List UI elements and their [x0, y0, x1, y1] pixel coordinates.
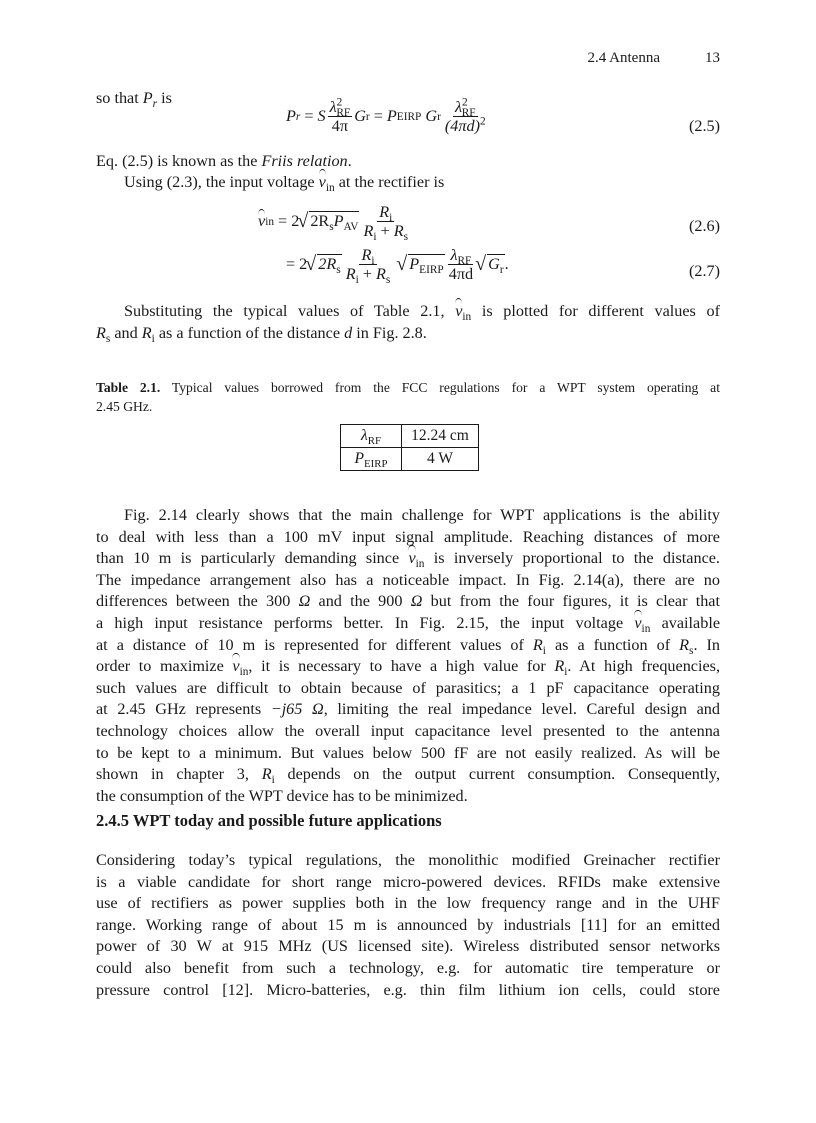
equation-2-7: = 2 √ $2R_s$ $\frac{R_i}{R_i + R_s}$ √ $P_{EIRP}$ $\frac{\lambda_{RF}}{4\pi d}$ √ $G_r$ . [286, 246, 509, 283]
applications-paragraph: Considering today’s typical regulations, the monolithic modified Greinacher rectifier is a viable candidate for short range micro-powered devices. RFIDs make extensive use of rectifiers as power supplies both in the low frequency range and in the UHF range. Working range of about 15 m is announced by industrials [11] for an emitted power of 30 W at 915 MHz (US licensed site). Wireless distributed sensor networks could also benefit from such a technology, e.g. for automatic tire temperature or pressure control [12]. Micro-batteries, e.g. thin film lithium ion cells, could store [96, 851, 720, 999]
friis-paragraph: Eq. (2.5) is known as the Friis relation. [96, 152, 352, 170]
sqrt-gr: √ $G_r$ [477, 255, 504, 274]
table-caption: Table 2.1. Typical values borrowed from the FCC regulations for a WPT system operating at 2.45 GHz. [96, 380, 720, 414]
equation-2-5: P r = S $\frac{\lambda^2_{RF}}{4\pi}$ G r = P EIRP G r $\frac{\lambda^2_{RF}}{(4\pi d)^2}$ [286, 96, 486, 135]
table-row: $\lambda_{RF}$ 12.24 cm [341, 425, 479, 448]
using-paragraph: Using (2.3), the input voltage $v_{in}$ at the rectifier is [124, 173, 445, 195]
fraction-ri-over-ri-rs: $\frac{R_i}{R_i + R_s}$ [363, 203, 409, 244]
table-2-1 [340, 424, 479, 471]
fraction-lambda-over-4pi: $\frac{\lambda^2_{RF}}{4\pi}$ [329, 96, 351, 135]
main-paragraph: Fig. 2.14 clearly shows that the main challenge for WPT applications is the ability to deal with less than a 100 mV input signal amplitude. Reaching distances of more than 10 m is particularly demanding since $v_{in}$ is inversely proportional to the distance. The impedance arrangement also has a noticeable impact. In Fig. 2.14(a), there are no differences between the 300 Ω and the 900 Ω but from the four figures, it is clear that a high input resistance performs better. In Fig. 2.15, the input voltage $v_{in}$ available at a distance of 10 m is represented for different values of $R_i$ as a function of $R_s$. In order to maximize $v_{in}$, it is necessary to have a high value for $R_i$. At high frequencies, such values are difficult to obtain because of parasitics; a 1 pF capacitance operating at 2.45 GHz represents −j65 Ω, limiting the real impedance level. Careful design and technology choices allow the overall input capacitance level presented to the antenna to be kept to a minimum. But values below 500 fF are not easily realized. As will be shown in chapter 3, $R_i$ depends on the output current consumption. Consequently, the consumption of the WPT device has to be minimized. [96, 506, 721, 805]
header-section: 2.4 Antenna [587, 50, 660, 66]
sqrt-peirp: √ $P_{EIRP}$ [398, 255, 444, 274]
equation-2-6: v in = 2 √ $2R_sP_{AV}$ $\frac{R_i}{R_i + R_s}$ [258, 203, 412, 240]
fraction-ri-over-ri-rs-2: $\frac{R_i}{R_i + R_s}$ [345, 246, 391, 287]
table-row: $P_{EIRP}$ 4 W [341, 448, 479, 471]
fraction-lambda-over-4pid-2: $\frac{\lambda_{RF}}{4\pi d}$ [448, 246, 474, 283]
values-table [340, 424, 479, 471]
equation-number-2-7: (2.7) [688, 262, 720, 280]
sqrt-2rs-pav: √ $2R_sP_{AV}$ [299, 212, 359, 231]
equation-number-2-5: (2.5) [688, 117, 720, 135]
equation-number-2-6: (2.6) [688, 217, 720, 235]
page-number: 13 [705, 50, 720, 66]
sqrt-2rs: √ $2R_s$ [307, 255, 341, 274]
substituting-paragraph: Substituting the typical values of Table 2.1, $v_{in}$ is plotted for different values of $R_s$ and $R_i$ as a function of the distance d in Fig. 2.8. [96, 302, 720, 345]
section-heading: 2.4.5 WPT today and possible future applications [96, 811, 442, 830]
intro-line: so that $P_r$ is [96, 89, 172, 111]
fraction-lambda-over-4pid: $\frac{\lambda^2_{RF}}{(4\pi d)^2}$ [444, 96, 486, 135]
